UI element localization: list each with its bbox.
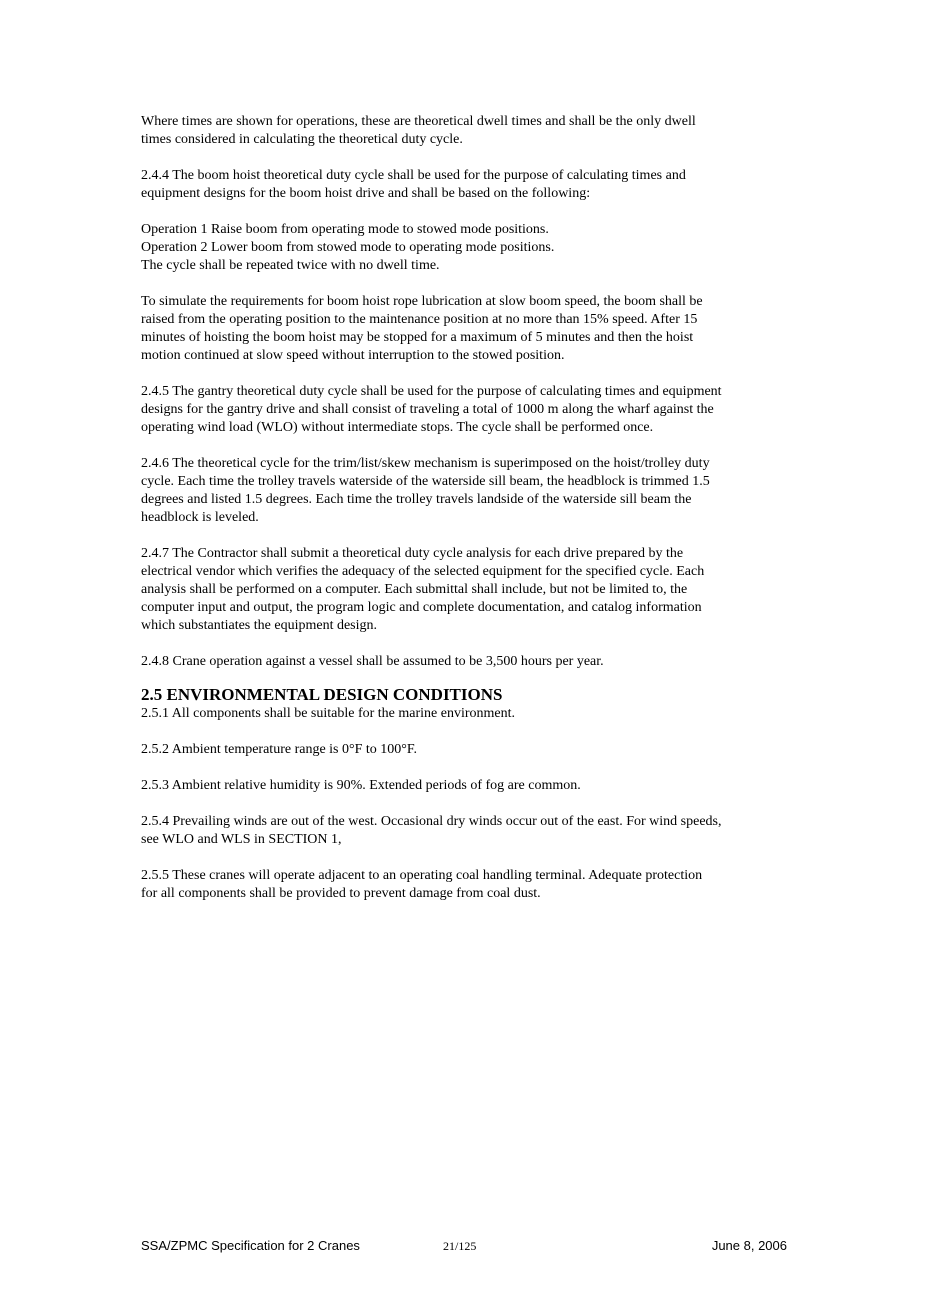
- text-line: which substantiates the equipment design.: [141, 618, 378, 633]
- text-line: 2.4.6 The theoretical cycle for the trim/list/skew mechanism is superimposed on the hoist/trolley duty: [141, 456, 710, 471]
- text-line: 2.4.8 Crane operation against a vessel shall be assumed to be 3,500 hours per year.: [141, 654, 604, 669]
- paragraph-2-4-6: [141, 455, 791, 527]
- paragraph-2-5-2: [141, 741, 791, 759]
- text-line: 2.5.1 All components shall be suitable for the marine environment.: [141, 706, 516, 721]
- paragraph-2-5-4: [141, 813, 791, 849]
- text-line: 2.4.5 The gantry theoretical duty cycle shall be used for the purpose of calculating times and equipment: [141, 384, 722, 399]
- footer-document-title: SSA/ZPMC Specification for 2 Cranes: [141, 1238, 360, 1253]
- text-line: To simulate the requirements for boom hoist rope lubrication at slow boom speed, the boom shall be: [141, 294, 703, 309]
- paragraph-2-4-4: [141, 167, 791, 203]
- section-heading-2-5: 2.5 ENVIRONMENTAL DESIGN CONDITIONS: [141, 685, 503, 704]
- paragraph-2-4-8: [141, 653, 791, 671]
- footer-page-number: 21/125: [443, 1239, 477, 1253]
- text-line: minutes of hoisting the boom hoist may be stopped for a maximum of 5 minutes and then the hoist: [141, 330, 694, 345]
- footer-date: June 8, 2006: [711, 1238, 787, 1253]
- text-line: motion continued at slow speed without interruption to the stowed position.: [141, 348, 565, 363]
- text-line: computer input and output, the program logic and complete documentation, and catalog information: [141, 600, 702, 615]
- text-line: for all components shall be provided to prevent damage from coal dust.: [141, 886, 541, 901]
- text-line: 2.4.4 The boom hoist theoretical duty cycle shall be used for the purpose of calculating times and: [141, 168, 686, 183]
- paragraph-2-5-1: [141, 705, 791, 723]
- text-line: Operation 2 Lower boom from stowed mode to operating mode positions.: [141, 240, 555, 255]
- page-footer: [141, 1238, 787, 1256]
- paragraph-dwell-times: [141, 113, 791, 149]
- text-line: headblock is leveled.: [141, 510, 259, 525]
- text-line: designs for the gantry drive and shall consist of traveling a total of 1000 m along the wharf against the: [141, 402, 714, 417]
- text-line: Where times are shown for operations, these are theoretical dwell times and shall be the only dwell: [141, 114, 696, 129]
- text-line: degrees and listed 1.5 degrees. Each time the trolley travels landside of the waterside sill beam the: [141, 492, 692, 507]
- text-line: operating wind load (WLO) without intermediate stops. The cycle shall be performed once.: [141, 420, 654, 435]
- text-line: 2.5.2 Ambient temperature range is 0°F to 100°F.: [141, 742, 418, 757]
- text-line: cycle. Each time the trolley travels waterside of the waterside sill beam, the headblock is trimmed 1.5: [141, 474, 710, 489]
- paragraph-2-5-3: [141, 777, 791, 795]
- text-line: times considered in calculating the theoretical duty cycle.: [141, 132, 463, 147]
- paragraph-operations: [141, 221, 791, 275]
- text-line: raised from the operating position to the maintenance position at no more than 15% speed. After 15: [141, 312, 698, 327]
- document-body: [141, 113, 791, 921]
- text-line: equipment designs for the boom hoist drive and shall be based on the following:: [141, 186, 591, 201]
- paragraph-2-4-5: [141, 383, 791, 437]
- text-line: 2.5.4 Prevailing winds are out of the west. Occasional dry winds occur out of the east. For wind speeds,: [141, 814, 722, 829]
- paragraph-2-4-7: [141, 545, 791, 635]
- paragraph-lubrication: [141, 293, 791, 365]
- text-line: see WLO and WLS in SECTION 1,: [141, 832, 342, 847]
- text-line: analysis shall be performed on a computer. Each submittal shall include, but not be limited to, the: [141, 582, 688, 597]
- text-line: electrical vendor which verifies the adequacy of the selected equipment for the specified cycle. Each: [141, 564, 705, 579]
- text-line: The cycle shall be repeated twice with no dwell time.: [141, 258, 440, 273]
- text-line: 2.4.7 The Contractor shall submit a theoretical duty cycle analysis for each drive prepared by the: [141, 546, 684, 561]
- text-line: Operation 1 Raise boom from operating mode to stowed mode positions.: [141, 222, 549, 237]
- paragraph-2-5-5: [141, 867, 791, 903]
- text-line: 2.5.3 Ambient relative humidity is 90%. Extended periods of fog are common.: [141, 778, 581, 793]
- text-line: 2.5.5 These cranes will operate adjacent to an operating coal handling terminal. Adequate protection: [141, 868, 703, 883]
